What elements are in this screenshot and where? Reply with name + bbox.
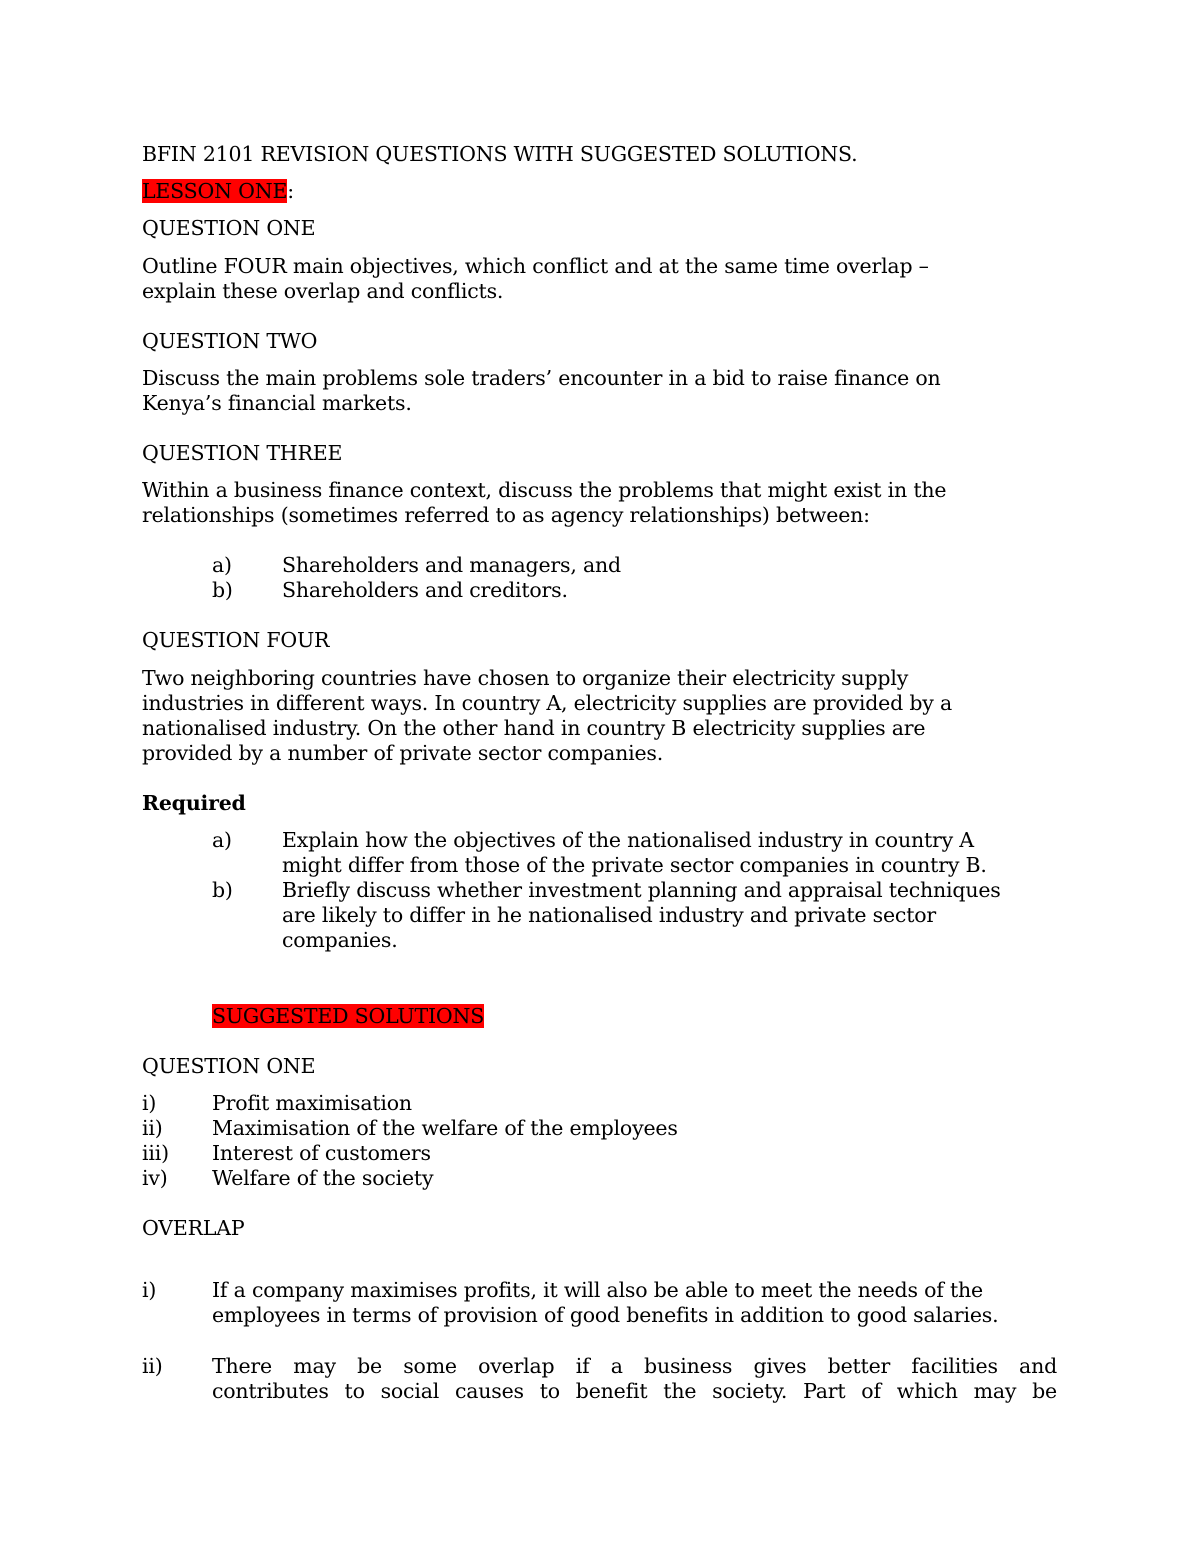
- list-item-label: i): [142, 1091, 157, 1115]
- question-three-text-line: relationships (sometimes referred to as agency relationships) between:: [142, 503, 870, 527]
- question-two-heading: QUESTION TWO: [142, 329, 318, 353]
- question-four-text-line: provided by a number of private sector companies.: [142, 741, 664, 765]
- question-three-heading: QUESTION THREE: [142, 441, 343, 465]
- question-one-heading: QUESTION ONE: [142, 216, 316, 240]
- list-item-text: companies.: [282, 928, 398, 952]
- question-one-text-line: explain these overlap and conflicts.: [142, 279, 504, 303]
- required-heading: Required: [142, 791, 246, 815]
- solutions-label: SUGGESTED SOLUTIONS: [212, 1004, 485, 1028]
- list-item-text: contributes to social causes to benefit the society. Part of which may be: [212, 1379, 1057, 1403]
- document-title: BFIN 2101 REVISION QUESTIONS WITH SUGGESTED SOLUTIONS.: [142, 142, 858, 166]
- solution-one-heading: QUESTION ONE: [142, 1054, 316, 1078]
- lesson-colon: :: [287, 179, 294, 203]
- lesson-label: LESSON ONE: [142, 179, 288, 203]
- list-item-text: are likely to differ in he nationalised industry and private sector: [282, 903, 936, 927]
- list-item-label: i): [142, 1278, 157, 1302]
- list-item-label: ii): [142, 1354, 163, 1378]
- question-one-text-line: Outline FOUR main objectives, which conflict and at the same time overlap –: [142, 254, 929, 278]
- list-item-text: Explain how the objectives of the nationalised industry in country A: [282, 828, 974, 852]
- question-four-text-line: Two neighboring countries have chosen to organize their electricity supply: [142, 666, 909, 690]
- lesson-heading: [142, 178, 294, 204]
- list-item-label: ii): [142, 1116, 163, 1140]
- list-item-text: If a company maximises profits, it will also be able to meet the needs of the: [212, 1278, 983, 1302]
- solutions-heading: [212, 1003, 484, 1029]
- list-item-label: b): [212, 578, 233, 602]
- list-item-text: employees in terms of provision of good benefits in addition to good salaries.: [212, 1303, 999, 1327]
- question-four-text-line: industries in different ways. In country A, electricity supplies are provided by a: [142, 691, 952, 715]
- list-item-text: Shareholders and creditors.: [282, 578, 568, 602]
- question-three-text-line: Within a business finance context, discuss the problems that might exist in the: [142, 478, 947, 502]
- list-item-text: might differ from those of the private sector companies in country B.: [282, 853, 987, 877]
- list-item-label: a): [212, 828, 232, 852]
- list-item-text: Profit maximisation: [212, 1091, 412, 1115]
- list-item-text: Shareholders and managers, and: [282, 553, 621, 577]
- list-item-label: iii): [142, 1141, 169, 1165]
- question-four-text-line: nationalised industry. On the other hand in country B electricity supplies are: [142, 716, 926, 740]
- question-two-text-line: Kenya’s financial markets.: [142, 391, 412, 415]
- question-four-heading: QUESTION FOUR: [142, 628, 330, 652]
- list-item-label: a): [212, 553, 232, 577]
- list-item-label: b): [212, 878, 233, 902]
- list-item-text: Welfare of the society: [212, 1166, 434, 1190]
- question-two-text-line: Discuss the main problems sole traders’ encounter in a bid to raise finance on: [142, 366, 941, 390]
- list-item-text: Briefly discuss whether investment planning and appraisal techniques: [282, 878, 1001, 902]
- list-item-text: Interest of customers: [212, 1141, 431, 1165]
- list-item-label: iv): [142, 1166, 168, 1190]
- list-item-text: There may be some overlap if a business gives better facilities and: [212, 1354, 1057, 1378]
- list-item-text: Maximisation of the welfare of the employees: [212, 1116, 678, 1140]
- overlap-heading: OVERLAP: [142, 1216, 245, 1240]
